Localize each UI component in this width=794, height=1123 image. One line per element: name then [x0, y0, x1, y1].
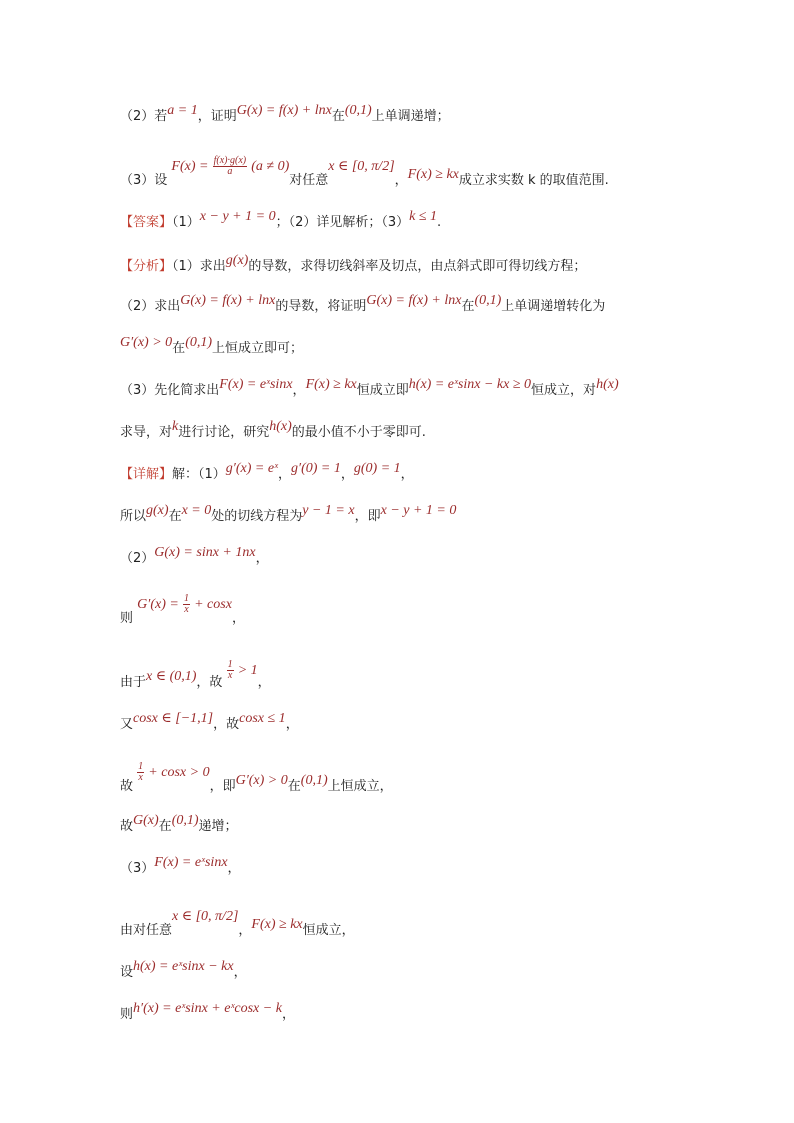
- detail-line-10: 由对任意x ∈ [0, π/2]，F(x) ≥ kx恒成立，: [120, 909, 355, 938]
- part3-statement: （3）设 F(x) = $\frac{f(x)\cdot g(x)}{a}$ (a ≠ 0)对任意x ∈ [0, π/2]，F(x) ≥ kx成立求实数 k 的取值范围.: [120, 155, 609, 188]
- detail-line-7: 故 $\frac{1}{x}$ + cosx > 0，即G′(x) > 0在(0,1)上恒成立，: [120, 761, 393, 794]
- fraction: $\frac{1}{x}$: [227, 659, 233, 681]
- detail-line-12: 则h′(x) = eˣsinx + eˣcosx − k，: [120, 1001, 295, 1022]
- fraction: $\frac{f(x)\cdot g(x)}{a}$: [213, 155, 247, 177]
- analysis-line-2: （2）求出G(x) = f(x) + lnx的导数，将证明G(x) = f(x) + lnx在(0,1)上单调递增转化为: [120, 293, 606, 314]
- detail-line-4: 则 G′(x) = $\frac{1}{x}$ + cosx，: [120, 593, 245, 626]
- part2-statement: （2）若a = 1，证明G(x) = f(x) + lnx在(0,1)上单调递增；: [120, 103, 450, 124]
- detail-line-8: 故G(x)在(0,1)递增；: [120, 813, 238, 834]
- answer-line: 【答案】（1）x − y + 1 = 0；（2）详见解析；（3）k ≤ 1.: [120, 209, 442, 230]
- fraction: $\frac{1}{x}$: [183, 593, 189, 615]
- detail-line-1: 【详解】解：（1）g′(x) = eˣ，g′(0) = 1，g(0) = 1，: [120, 461, 414, 482]
- detail-line-6: 又cosx ∈ [−1,1]，故cosx ≤ 1，: [120, 711, 299, 732]
- detail-line-2: 所以g(x)在x = 0处的切线方程为y − 1 = x，即x − y + 1 = 0: [120, 503, 457, 524]
- analysis-line-5: 求导，对k进行讨论，研究h(x)的最小值不小于零即可.: [120, 419, 426, 440]
- detail-line-5: 由于x ∈ (0,1)，故 $\frac{1}{x}$ > 1，: [120, 659, 271, 690]
- fraction: $\frac{1}{x}$: [138, 761, 144, 783]
- analysis-line-3: G′(x) > 0在(0,1)上恒成立即可；: [120, 335, 304, 356]
- analysis-line-4: （3）先化简求出F(x) = eˣsinx，F(x) ≥ kx恒成立即h(x) = eˣsinx − kx ≥ 0恒成立，对h(x): [120, 377, 619, 398]
- analysis-line-1: 【分析】（1）求出g(x)的导数，求得切线斜率及切点，由点斜式即可得切线方程；: [120, 253, 587, 274]
- detail-line-3: （2）G(x) = sinx + 1nx，: [120, 545, 269, 566]
- detail-line-9: （3）F(x) = eˣsinx，: [120, 855, 241, 876]
- detail-line-11: 设h(x) = eˣsinx − kx，: [120, 959, 247, 980]
